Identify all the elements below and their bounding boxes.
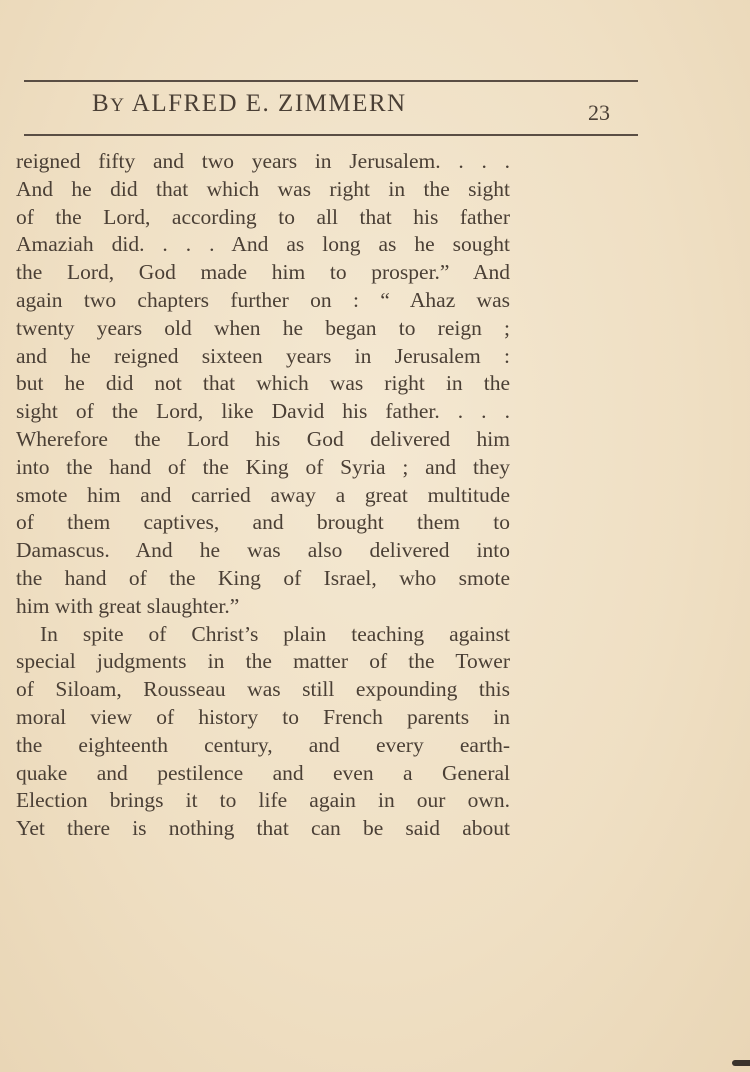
text-line: And he did that which was right in the sight <box>16 176 510 201</box>
text-line: reigned fifty and two years in Jerusalem. . . . <box>16 149 510 173</box>
text-line: again two chapters further on : “ Ahaz was <box>16 287 510 312</box>
text-line: Wherefore the Lord his God delivered him <box>16 426 510 451</box>
text-line: sight of the Lord, like David his father. . . . <box>16 399 510 424</box>
running-head <box>92 90 407 118</box>
text-line: and he reigned sixteen years in Jerusalem : <box>16 343 510 368</box>
text-line: him with great slaughter.” <box>16 593 240 618</box>
text-line: moral view of history to French parents in <box>16 704 510 729</box>
running-head-author: ALFRED E. ZIMMERN <box>131 90 407 117</box>
text-line: Damascus. And he was also delivered into <box>16 538 510 563</box>
text-line: the eighteenth century, and every earth- <box>16 732 510 757</box>
body-text <box>16 148 510 843</box>
text-line: but he did not that which was right in the <box>16 371 510 396</box>
text-line: of them captives, and brought them to <box>16 510 510 535</box>
header-rule-bottom <box>24 134 638 136</box>
text-line: In spite of Christ’s plain teaching against <box>40 621 510 646</box>
running-head-by-initial: B <box>92 90 111 117</box>
text-line: into the hand of the King of Syria ; and they <box>16 454 510 479</box>
page-edge-mark <box>732 1060 750 1066</box>
text-line: the hand of the King of Israel, who smote <box>16 565 510 590</box>
text-line: quake and pestilence and even a General <box>16 760 510 785</box>
text-line: twenty years old when he began to reign ; <box>16 315 510 340</box>
running-head-by-rest: Y <box>110 95 126 116</box>
text-line: Yet there is nothing that can be said about <box>16 816 510 841</box>
text-line: of Siloam, Rousseau was still expounding this <box>16 677 510 702</box>
text-line: Election brings it to life again in our own. <box>16 788 510 813</box>
text-line: of the Lord, according to all that his father <box>16 204 510 229</box>
text-line: smote him and carried away a great multitude <box>16 482 510 507</box>
text-line: special judgments in the matter of the Tower <box>16 649 510 674</box>
text-line: the Lord, God made him to prosper.” And <box>16 260 510 285</box>
header-rule-top <box>24 80 638 82</box>
text-line: Amaziah did. . . . And as long as he sought <box>16 232 510 257</box>
page-number: 23 <box>588 100 610 125</box>
